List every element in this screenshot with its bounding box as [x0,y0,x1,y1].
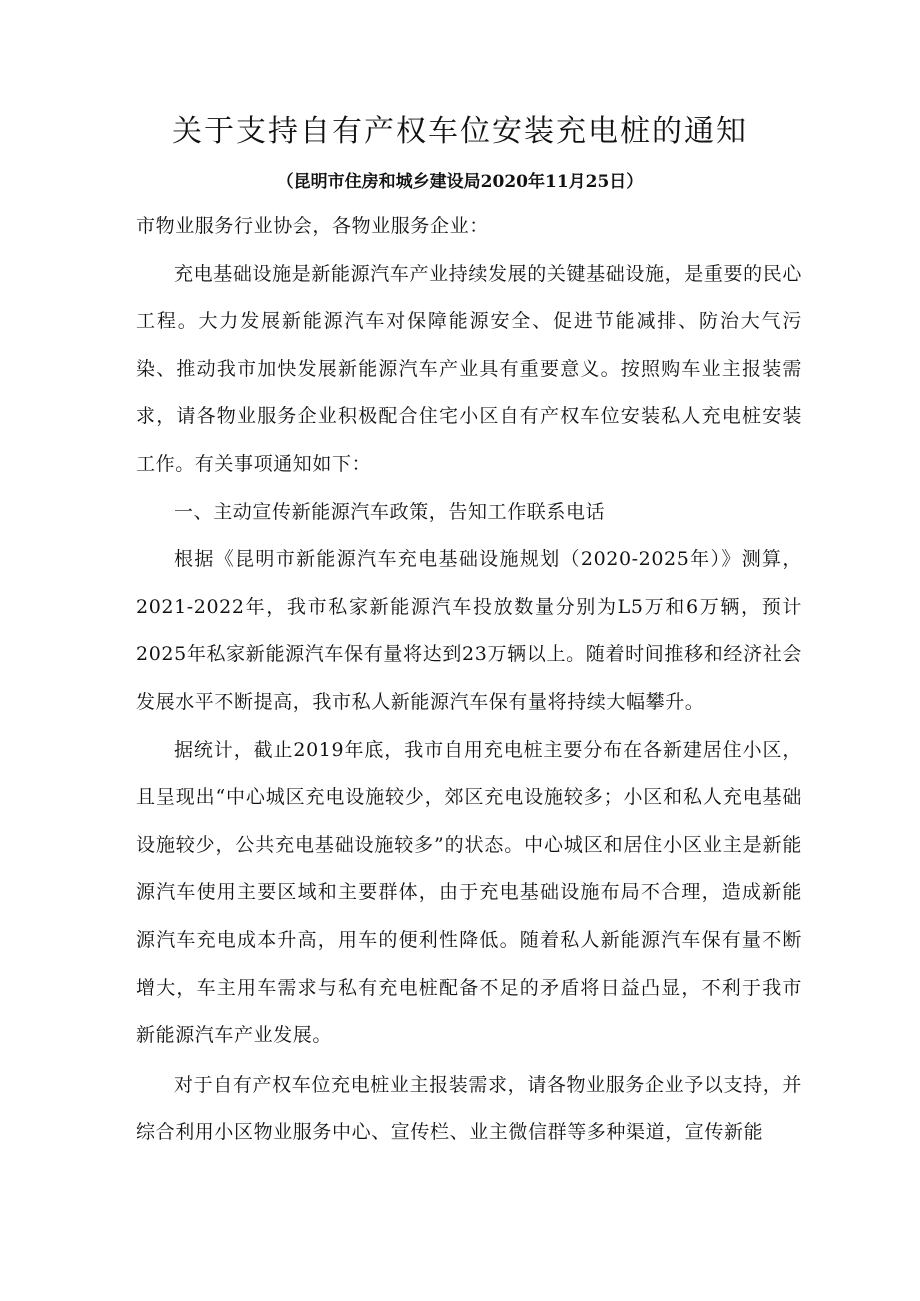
document-subtitle: （昆明市住房和城乡建设局2020年11月25日） [276,172,644,192]
document-body [136,203,802,1157]
document-title: 关于支持自有产权车位安装充电桩的通知 [172,114,748,149]
paragraph: 充电基础设施是新能源汽车产业持续发展的关键基础设施，是重要的民心工程。大力发展新能源汽车对保障能源安全、促进节能减排、防治大气污染、推动我市加快发展新能源汽车产业具有重要意义。按照购车业主报装需求，请各物业服务企业积极配合住宅小区自有产权车位安装私人充电桩安装工作。有关事项通知如下： [136,262,802,475]
paragraph: 根据《昆明市新能源汽车充电基础设施规划（2020-2025年）》测算，2021-2022年，我市私家新能源汽车投放数量分别为L5万和6万辆，预计2025年私家新能源汽车保有量将达到23万辆以上。随着时间推移和经济社会发展水平不断提高，我市私人新能源汽车保有量将持续大幅攀升。 [136,548,802,713]
paragraph: 据统计，截止2019年底，我市自用充电桩主要分布在各新建居住小区，且呈现出“中心城区充电设施较少，郊区充电设施较多；小区和私人充电基础设施较少，公共充电基础设施较多”的状态。中心城区和居住小区业主是新能源汽车使用主要区域和主要群体，由于充电基础设施布局不合理，造成新能源汽车充电成本升高，用车的便利性降低。随着私人新能源汽车保有量不断增大，车主用车需求与私有充电桩配备不足的矛盾将日益凸显，不利于我市新能源汽车产业发展。 [136,738,802,1047]
paragraph: 对于自有产权车位充电桩业主报装需求，请各物业服务企业予以支持，并综合利用小区物业服务中心、宣传栏、业主微信群等多种渠道，宣传新能 [136,1073,802,1144]
section-heading: 一、主动宣传新能源汽车政策，告知工作联系电话 [174,500,606,523]
salutation: 市物业服务行业协会，各物业服务企业： [136,215,489,237]
